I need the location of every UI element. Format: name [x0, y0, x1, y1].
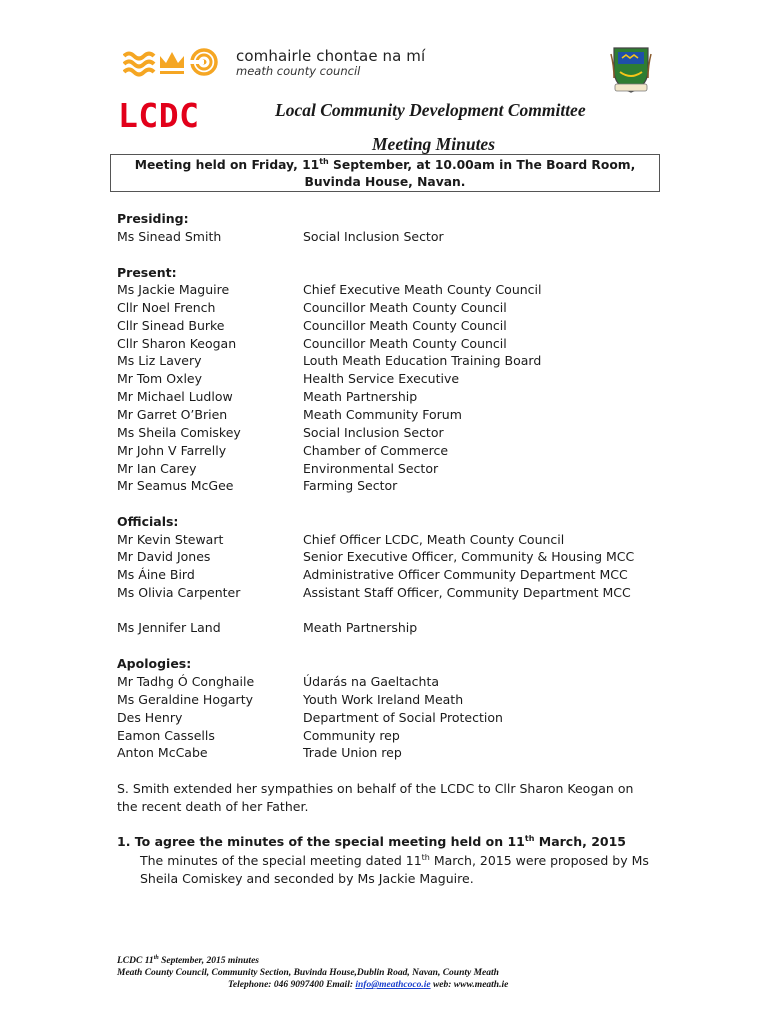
attendee-row: Mr Tom Oxley Health Service Executive	[117, 371, 460, 386]
apology-row: Ms Geraldine Hogarty Youth Work Ireland Meath	[117, 692, 464, 707]
sympathy-paragraph: S. Smith extended her sympathies on behalf of the LCDC to Cllr Sharon Keogan on the recent death of her Father.	[117, 781, 634, 814]
official-row: Ms Jennifer Land Meath Partnership	[117, 620, 418, 635]
council-name-irish: comhairle chontae na mí	[236, 47, 426, 65]
county-crest-icon	[610, 44, 652, 94]
apology-row: Mr Tadhg Ó Conghaile Údarás na Gaeltachta	[117, 674, 440, 689]
footer-line-1: LCDC 11th September, 2015 minutes	[117, 955, 259, 967]
meeting-details-box	[110, 154, 660, 192]
official-row: Mr David Jones Senior Executive Officer, Community & Housing MCC	[117, 549, 635, 564]
attendee-row: Ms Sheila Comiskey Social Inclusion Sector	[117, 425, 444, 440]
council-logo-icon	[123, 46, 218, 78]
officials-heading: Officials:	[117, 514, 179, 529]
attendee-row: Mr Seamus McGee Farming Sector	[117, 478, 398, 493]
attendee-row: Cllr Sharon Keogan Councillor Meath County Council	[117, 336, 507, 351]
present-heading: Present:	[117, 265, 177, 280]
attendee-row: Mr John V Farrelly Chamber of Commerce	[117, 443, 449, 458]
official-row: Ms Áine Bird Administrative Officer Community Department MCC	[117, 567, 628, 582]
official-row: Ms Olivia Carpenter Assistant Staff Officer, Community Department MCC	[117, 585, 631, 600]
apology-row: Des Henry Department of Social Protection	[117, 710, 503, 725]
footer-line-3: Telephone: 046 9097400 Email: info@meathcoco.ie web: www.meath.ie	[228, 980, 509, 991]
presiding-row: Ms Sinead Smith Social Inclusion Sector	[117, 229, 444, 244]
apology-row: Anton McCabe Trade Union rep	[117, 745, 402, 760]
attendee-row: Cllr Sinead Burke Councillor Meath County Council	[117, 318, 507, 333]
footer-email-link[interactable]: info@meathcoco.ie	[355, 980, 431, 991]
page-footer	[117, 952, 508, 991]
document-subtitle: Meeting Minutes	[372, 134, 496, 154]
official-row: Mr Kevin Stewart Chief Officer LCDC, Meath County Council	[117, 532, 565, 547]
document-title: Local Community Development Committee	[275, 100, 586, 120]
footer-line-2: Meath County Council, Community Section, Buvinda House,Dublin Road, Navan, County Meath	[117, 968, 499, 979]
attendee-row: Mr Michael Ludlow Meath Partnership	[117, 389, 418, 404]
council-name-english: meath county council	[236, 64, 361, 78]
attendee-row: Cllr Noel French Councillor Meath County Council	[117, 300, 507, 315]
presiding-heading: Presiding:	[117, 211, 189, 226]
meeting-line-2: Buvinda House, Navan.	[304, 175, 466, 189]
agenda-item-1-heading: 1. To agree the minutes of the special meeting held on 11th March, 2015	[117, 833, 626, 849]
attendee-row: Ms Liz Lavery Louth Meath Education Training Board	[117, 353, 542, 368]
apologies-heading: Apologies:	[117, 656, 192, 671]
agenda-item-1-text: The minutes of the special meeting dated 11th March, 2015 were proposed by Ms Sheila Comiskey and seconded by Ms Jackie Maguire.	[140, 852, 649, 886]
apology-row: Eamon Cassells Community rep	[117, 728, 400, 743]
attendee-row: Mr Garret O’Brien Meath Community Forum	[117, 407, 462, 422]
meeting-line-1: Meeting held on Friday, 11th September, at 10.00am in The Board Room,	[134, 156, 636, 172]
attendee-row: Mr Ian Carey Environmental Sector	[117, 461, 439, 476]
attendee-row: Ms Jackie Maguire Chief Executive Meath County Council	[117, 282, 542, 297]
lcdc-logo: LCDC	[118, 96, 200, 135]
